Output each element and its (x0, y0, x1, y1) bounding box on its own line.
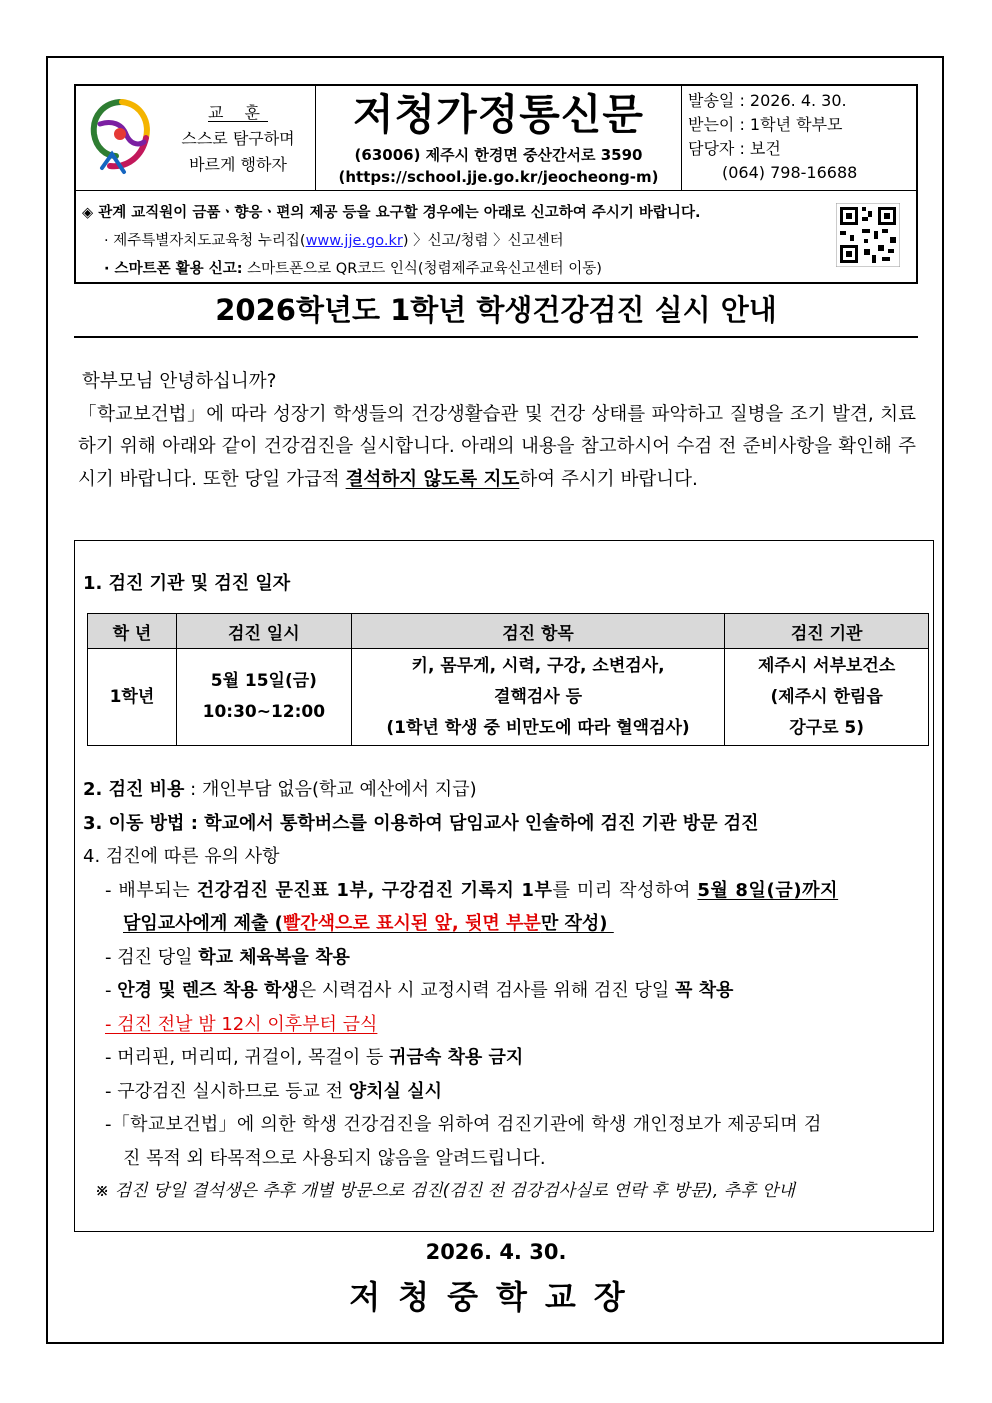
school-motto (168, 100, 308, 178)
qr-code-icon[interactable] (836, 203, 900, 267)
items-line: 결핵검사 등 (494, 686, 583, 707)
list-item-fasting: - 검진 전날 밤 12시 이후부터 금식 (105, 1013, 378, 1035)
section-4-heading: 4. 검진에 따른 유의 사항 (83, 846, 280, 867)
newsletter-header (74, 84, 918, 284)
report-phone (104, 257, 602, 278)
institution-line: (제주시 한림읍 (770, 686, 883, 707)
section-3-label: 3. 이동 방법 (83, 812, 185, 834)
institution-line: 강구로 5) (789, 717, 865, 738)
report-web (104, 229, 564, 250)
checkup-time: 10:30~12:00 (202, 702, 326, 722)
motto-title: 교 훈 (208, 103, 268, 122)
table-row (88, 649, 929, 746)
items-cell (351, 649, 724, 746)
item-bold: 건강검진 문진표 1부, 구강검진 기록지 1부 (196, 879, 553, 901)
intro-text: 하여 주시기 바랍니다. (519, 468, 698, 490)
report-phone-label: · 스마트폰 활용 신고: (104, 261, 243, 277)
item-deadline: 5월 8일(금)까지 (697, 879, 839, 901)
integrity-notice (76, 190, 916, 282)
recipient: 받는이 : 1학년 학부모 (688, 115, 843, 134)
school-logo-icon (82, 94, 162, 178)
contact-person: 담당자 : 보건 (688, 139, 781, 158)
item-text: 만 작성) (540, 913, 608, 934)
document-title: 2026학년도 1학년 학생건강검진 실시 안내 (215, 293, 777, 327)
report-web-suffix: ) 〉신고/청렴 〉신고센터 (402, 233, 564, 249)
checkup-date: 5월 15일(금) (210, 671, 317, 691)
newspaper-title: 저청가정통신문 (352, 90, 644, 139)
content-box (74, 540, 934, 1232)
column-header: 검진 항목 (351, 614, 724, 649)
item-text: - (105, 980, 118, 1001)
notes-list (83, 773, 925, 1209)
item-bold: 안경 및 렌즈 착용 학생 (117, 980, 299, 1001)
greeting: 학부모님 안녕하십니까? (82, 371, 277, 392)
report-web-link[interactable]: www.jje.go.kr (305, 233, 403, 249)
report-phone-text: 스마트폰으로 QR코드 인식(청렴제주교육신고센터 이동) (242, 261, 602, 277)
list-item (83, 941, 925, 975)
item-text: 담임교사에게 제출 ( (123, 913, 283, 934)
motto-line: 바르게 행하자 (189, 155, 287, 174)
column-header: 검진 기관 (725, 614, 929, 649)
item-text: - 구강검진 실시하므로 등교 전 (105, 1080, 349, 1102)
absence-note: ※ 검진 당일 결석생은 추후 개별 방문으로 검진(검진 전 검강검사실로 연락 후 방문), 추후 안내 (95, 1181, 795, 1201)
section-3-text: : 학교에서 통학버스를 이용하여 담임교사 인솔하에 검진 기관 방문 검진 (184, 812, 759, 834)
motto-panel (76, 86, 316, 190)
list-item-privacy: -「학교보건법」에 의한 학생 건강검진을 위하여 검진기관에 학생 개인정보가 제공되며 검 (105, 1114, 822, 1135)
footer-date: 2026. 4. 30. (425, 1240, 567, 1264)
items-line: 키, 몸무게, 시력, 구강, 소변검사, (411, 655, 665, 676)
section-3 (83, 807, 925, 841)
issue-info-panel (682, 86, 916, 190)
list-item (83, 974, 925, 1008)
contact-phone: (064) 798-16688 (722, 163, 858, 182)
item-text: 은 시력검사 시 교정시력 검사를 위해 검진 당일 (298, 980, 675, 1001)
item-text: - 배부되는 (105, 879, 197, 901)
intro-paragraph (78, 366, 916, 496)
section-2 (83, 773, 925, 807)
grade-cell: 1학년 (88, 649, 177, 746)
motto-line: 스스로 탐구하며 (181, 129, 295, 148)
column-header: 검진 일시 (176, 614, 351, 649)
institution-cell (725, 649, 929, 746)
title-divider (74, 336, 918, 338)
principal-signature: 저청중학교장 (349, 1278, 643, 1316)
list-item (83, 874, 925, 908)
item-red: 빨간색으로 표시된 앞, 뒷면 부분 (282, 913, 541, 934)
checkup-schedule-table (87, 613, 929, 746)
column-header: 학 년 (88, 614, 177, 649)
notice-text: ◈ 관계 교직원이 금품ㆍ향응ㆍ편의 제공 등을 요구할 경우에는 아래로 신고하여 주시기 바랍니다. (82, 205, 701, 221)
item-bold: 학교 체육복을 착용 (198, 946, 350, 968)
list-item (83, 1041, 925, 1075)
item-bold: 양치실 실시 (348, 1080, 442, 1102)
items-line: (1학년 학생 중 비만도에 따라 혈액검사) (386, 717, 690, 738)
item-bold: 꼭 착용 (674, 980, 734, 1001)
list-item-continued (83, 907, 925, 941)
school-address: (63006) 제주시 한경면 중산간서로 3590 (354, 146, 643, 164)
section-1-heading: 1. 검진 기관 및 검진 일자 (83, 573, 291, 594)
intro-emphasis: 결석하지 않도록 지도 (345, 468, 520, 490)
list-item-privacy-continued: 진 목적 외 타목적으로 사용되지 않음을 알려드립니다. (123, 1147, 546, 1169)
list-item (83, 1075, 925, 1109)
school-website: (https://school.jje.go.kr/jeocheong-m) (338, 168, 659, 186)
issue-date: 발송일 : 2026. 4. 30. (688, 91, 847, 110)
report-web-prefix: · 제주특별자치도교육청 누리집( (104, 233, 306, 249)
table-header-row (88, 614, 929, 649)
intro-text: 「학교보건법」에 따라 성장기 학생들의 건강생활습관 및 건강 상태를 파악하고 질병을 조기 발견, 치료하기 위해 아래와 같이 건강검진을 실시합니다. 아래의 내용을 참고하시어 수검 전 준비사항을 확인해 주시기 바랍니다. 또한 당일 가급적 (78, 403, 916, 490)
newspaper-title-panel (316, 86, 682, 190)
item-bold: 귀금속 착용 금지 (389, 1047, 524, 1068)
section-2-label: 2. 검진 비용 (83, 779, 185, 800)
intro-body (78, 399, 916, 497)
section-2-text: : 개인부담 없음(학교 예산에서 지급) (184, 779, 477, 800)
item-text: 를 미리 작성하여 (552, 879, 698, 901)
institution-line: 제주시 서부보건소 (757, 655, 896, 676)
item-text: - 머리핀, 머리띠, 귀걸이, 목걸이 등 (105, 1047, 390, 1068)
datetime-cell (176, 649, 351, 746)
item-text: - 검진 당일 (105, 946, 199, 968)
